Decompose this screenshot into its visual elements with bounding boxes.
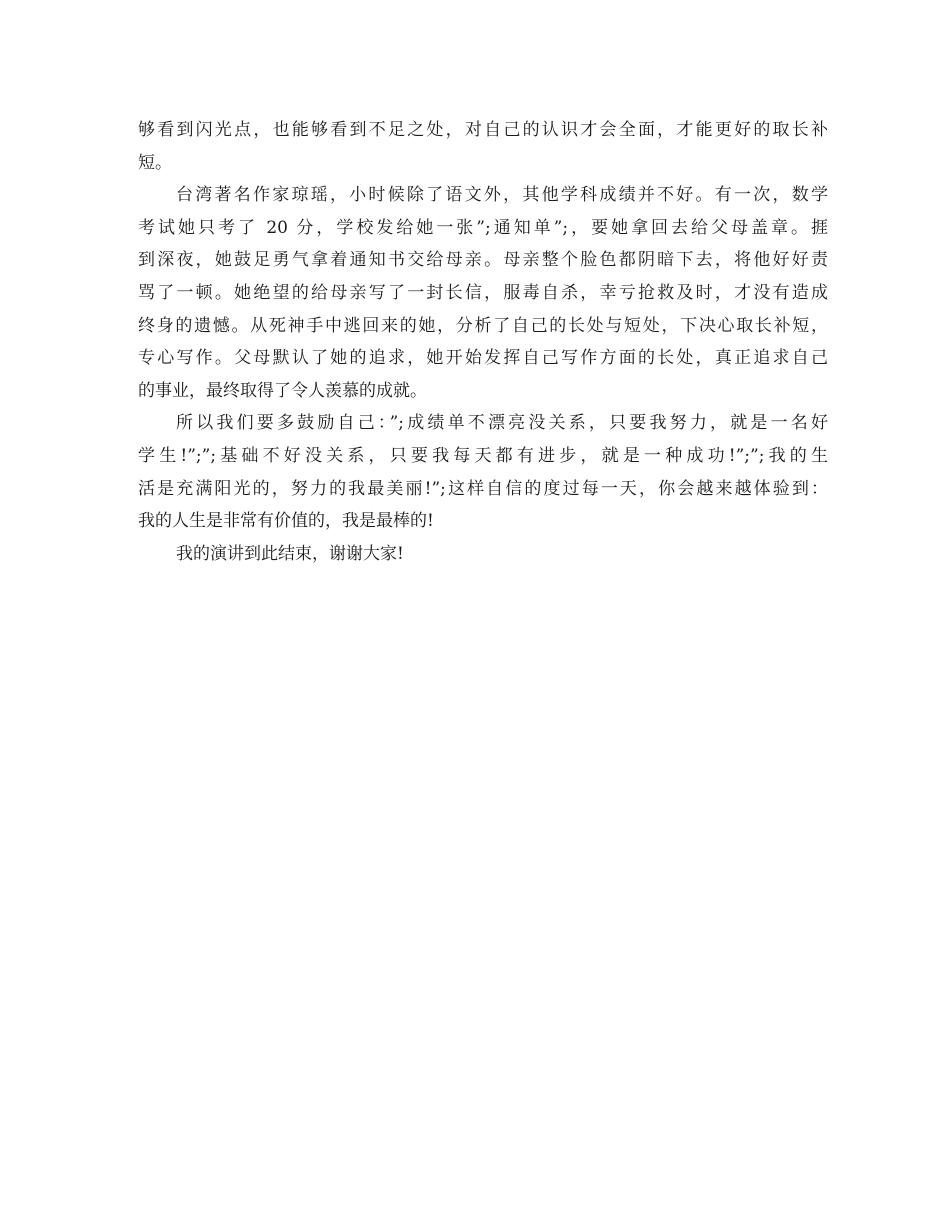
text-line: 考试她只考了 20 分，学校发给她一张”;通知单”;，要她拿回去给父母盖章。捱 [138, 217, 828, 238]
text-line: 我的人生是非常有价值的，我是最棒的! [138, 511, 434, 532]
text-line: 我的演讲到此结束，谢谢大家! [176, 543, 404, 564]
text-line: 到深夜，她鼓足勇气拿着通知书交给母亲。母亲整个脸色都阴暗下去，将他好好责 [138, 250, 828, 271]
text-line: 终身的遗憾。从死神手中逃回来的她，分析了自己的长处与短处，下决心取长补短， [138, 315, 828, 336]
paragraph-2 [138, 179, 828, 407]
text-line: 短。 [138, 152, 172, 173]
text-line: 活是充满阳光的，努力的我最美丽!”;这样自信的度过每一天，你会越来越体验到： [138, 478, 828, 499]
paragraph-4 [138, 538, 828, 571]
text-line: 所以我们要多鼓励自己：”;成绩单不漂亮没关系，只要我努力，就是一名好 [176, 413, 828, 434]
text-line: 的事业，最终取得了令人羡慕的成就。 [138, 380, 427, 401]
text-line: 够看到闪光点，也能够看到不足之处，对自己的认识才会全面，才能更好的取长补 [138, 120, 828, 140]
text-line: 学生!”;”;基础不好没关系，只要我每天都有进步，就是一种成功!”;”;我的生 [138, 445, 828, 466]
text-line: 骂了一顿。她绝望的给母亲写了一封长信，服毒自杀，幸亏抢救及时，才没有造成 [138, 282, 828, 303]
paragraph-3 [138, 407, 828, 537]
paragraph-1 [138, 114, 828, 179]
text-line: 专心写作。父母默认了她的追求，她开始发挥自己写作方面的长处，真正追求自己 [138, 348, 828, 369]
text-line: 台湾著名作家琼瑶，小时候除了语文外，其他学科成绩并不好。有一次，数学 [176, 185, 828, 206]
document-body [138, 114, 828, 570]
